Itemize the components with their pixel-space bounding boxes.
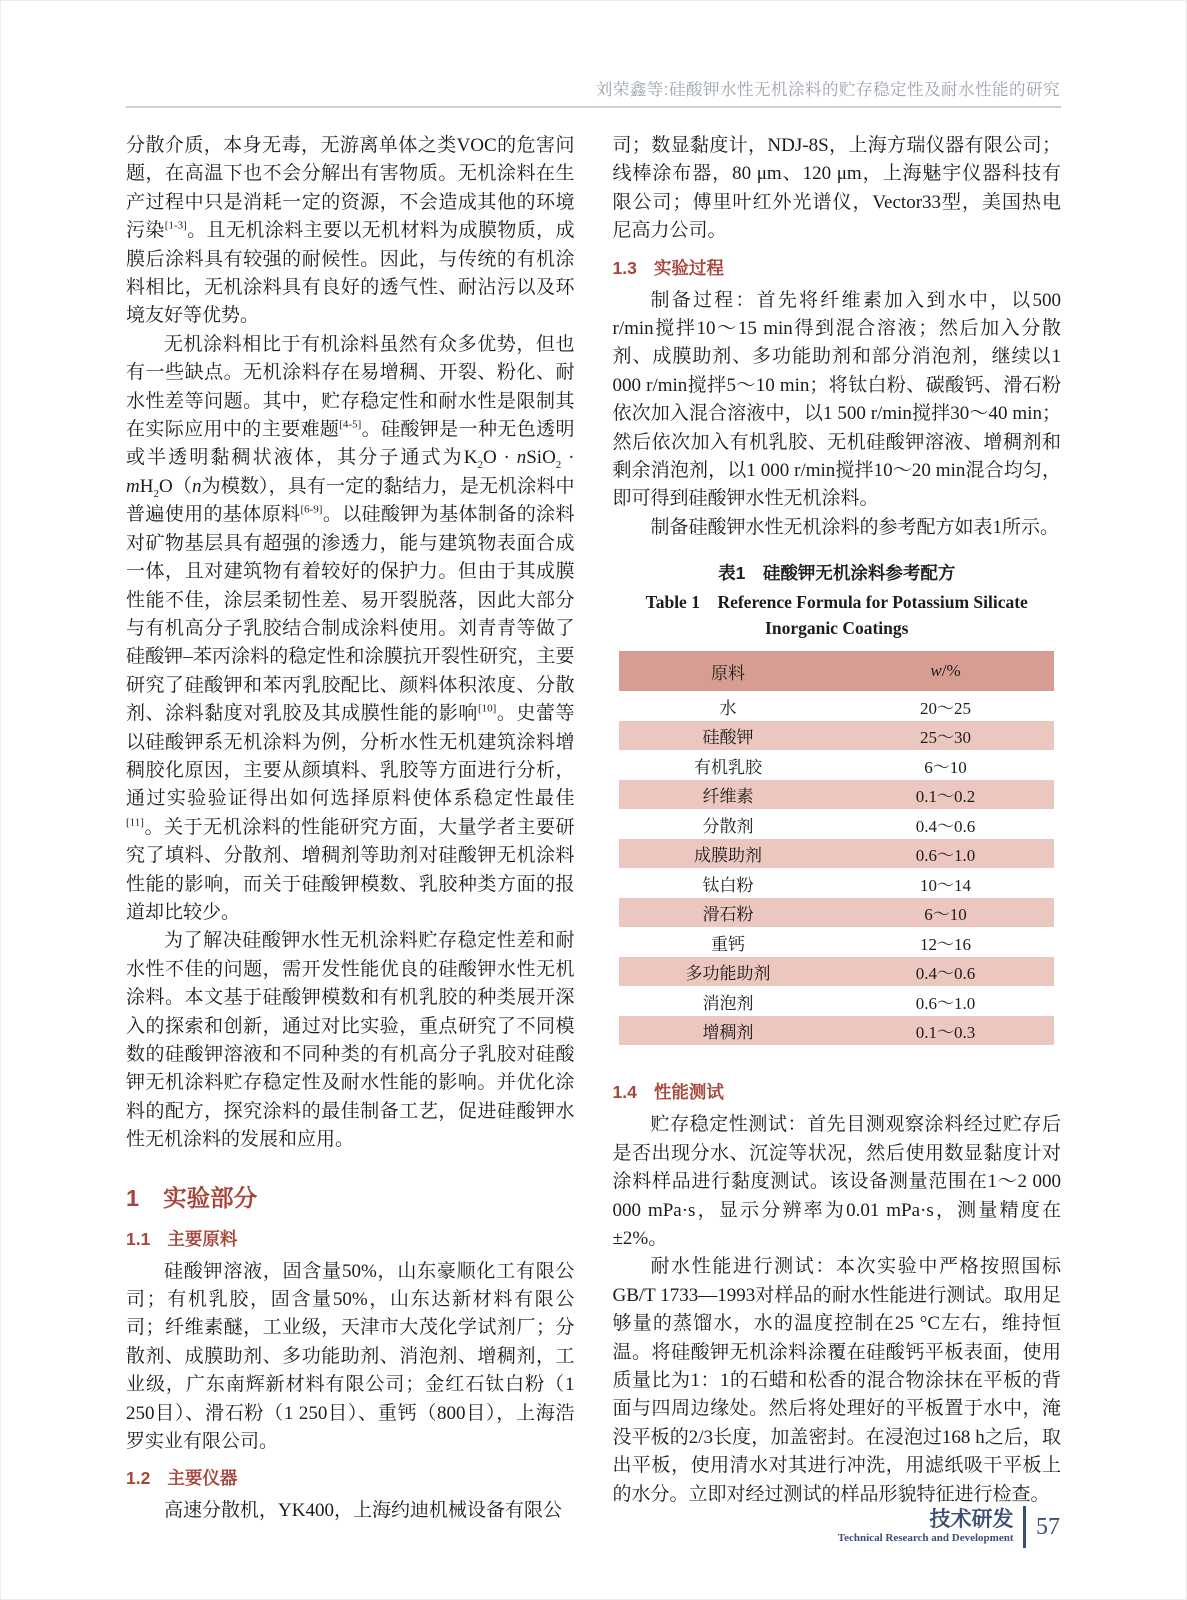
table-cell: 0.6～1.0 [915, 846, 976, 866]
table-cell: 6～10 [924, 757, 967, 777]
formula-table-body [619, 691, 1054, 1045]
table-cell: 0.4～0.6 [915, 816, 976, 836]
page-footer [838, 1506, 1060, 1548]
subsection-title: 主要仪器 [167, 1468, 238, 1489]
subsection-heading-1-4 [613, 1079, 1062, 1104]
table-title-en: Table 1 Reference Formula for Potassium Silicate Inorganic Coatings [645, 592, 1028, 639]
table-cell: 成膜助剂 [694, 846, 762, 866]
footer-divider-bar [1023, 1506, 1027, 1548]
table-row [619, 780, 1054, 810]
table-cell: 分散剂 [702, 816, 754, 836]
table-cell: 水 [719, 698, 737, 718]
footer-labels [838, 1509, 1014, 1545]
table-header-ingredient: 原料 [619, 651, 837, 691]
paragraph-table-reference: 制备硅酸钾水性无机涂料的参考配方如表1所示。 [650, 516, 1060, 538]
subsection-title: 性能测试 [653, 1082, 724, 1103]
section-heading-1 [126, 1179, 575, 1213]
table-row [619, 986, 1054, 1016]
table-cell: 20～25 [920, 698, 971, 718]
table-cell: 纤维素 [702, 787, 754, 807]
subsection-number: 1.2 [126, 1468, 151, 1489]
table-cell: 滑石粉 [702, 905, 754, 925]
section-title: 实验部分 [163, 1184, 258, 1211]
table-row [619, 868, 1054, 898]
subsection-number: 1.4 [612, 1082, 637, 1103]
table-row [619, 721, 1054, 751]
table-cell: 消泡剂 [702, 993, 754, 1013]
table-cell: 重钙 [711, 934, 745, 954]
paragraph-intro-continuation: 分散介质，本身无毒，无游离单体之类VOC的危害问题，在高温下也不会分解出有害物质。无机涂料在生产过程中只是消耗一定的资源，不会造成其他的环境污染[1-3]。且无机涂料主要以无机材料为成膜物质，成膜后涂料具有较强的耐候性。因此，与传统的有机涂料相比，无机涂料具有良好的透气性、耐沾污以及环境友好等优势。 [126, 135, 575, 327]
table-title-zh: 表1 硅酸钾无机涂料参考配方 [718, 563, 956, 584]
paragraph-disadvantages: 无机涂料相比于有机涂料虽然有众多优势，但也有一些缺点。无机涂料存在易增稠、开裂、粉化、耐水性差等问题。其中，贮存稳定性和耐水性是限制其在实际应用中的主要难题[4-5]。硅酸钾是一种无色透明或半透明黏稠状液体，其分子通式为$K_2O$ · nSiO$_2$ · $mH_2O(n$为模数），具有一定的黏结力，是无机涂料中普遍使用的基体原料[6-9]。以硅酸钾为基体制备的涂料对矿物基层具有超强的渗透力，能与建筑物表面合成一体，且对建筑物有着较好的保护力。但由于其成膜性能不佳，涂层柔韧性差、易开裂脱落，因此大部分与有机高分子乳胶结合制成涂料使用。刘青青等做了硅酸钾–苯丙涂料的稳定性和涂膜抗开裂性研究，主要研究了硅酸钾和苯丙乳胶配比、颜料体积浓度、分散剂、涂料黏度对乳胶及其成膜性能的影响[10]。史蕾等以硅酸钾系无机涂料为例，分析水性无机建筑涂料增稠胶化原因，主要从颜填料、乳胶等方面进行分析，通过实验验证得出如何选择原料使体系稳定性最佳[11]。关于无机涂料的性能研究方面，大量学者主要研究了填料、分散剂、增稠剂等助剂对硅酸钾无机涂料性能的影响，而关于硅酸钾模数、乳胶种类方面的报道却比较少。 [126, 333, 575, 923]
two-column-content [0, 108, 1187, 1526]
running-head-title: 刘荣鑫等:硅酸钾水性无机涂料的贮存稳定性及耐水性能的研究 [595, 81, 1060, 99]
subsection-title: 主要原料 [167, 1228, 238, 1249]
table-cell: 10～14 [920, 875, 971, 895]
table-cell: 钛白粉 [702, 875, 754, 895]
table-cell: 0.4～0.6 [915, 964, 976, 984]
footer-section-zh: 技术研发 [929, 1508, 1014, 1531]
table-header-weight-percent: w/% [837, 651, 1055, 691]
paragraph-water-resistance-test: 耐水性能进行测试：本次实验中严格按照国标GB/T 1733—1993对样品的耐水性能进行测试。取用足够量的蒸馏水，水的温度控制在25 °C左右，维持恒温。将硅酸钾无机涂料涂覆在硅酸钙平板表面，使用质量比为1：1的石蜡和松香的混合物涂抹在平板的背面与四周边缘处。然后将处理好的平板置于水中，淹没平板的2/3长度，加盖密封。在浸泡过168 h之后，取出平板，使用清水对其进行冲洗，用滤纸吸干平板上的水分。立即对经过测试的样品形貌特征进行检查。 [612, 1256, 1061, 1505]
left-column [126, 132, 575, 1526]
table-header-row [619, 651, 1054, 691]
subsection-heading-1-3 [613, 255, 1062, 280]
paragraph-purpose: 为了解决硅酸钾水性无机涂料贮存稳定性差和耐水性不佳的问题，需开发性能优良的硅酸钾水性无机涂料。本文基于硅酸钾模数和有机乳胶的种类展开深入的探索和创新，通过对比实验，重点研究了不同模数的硅酸钾溶液和不同种类的有机高分子乳胶对硅酸钾无机涂料贮存稳定性及耐水性能的影响。并优化涂料的配方，探究涂料的最佳制备工艺，促进硅酸钾水性无机涂料的发展和应用。 [126, 930, 575, 1151]
paragraph-materials: 硅酸钾溶液，固含量50%，山东豪顺化工有限公司；有机乳胶，固含量50%，山东达新材料有限公司；纤维素醚，工业级，天津市大茂化学试剂厂；分散剂、成膜助剂、多功能助剂、消泡剂、增稠剂，工业级，广东南辉新材料有限公司；金红石钛白粉（1 250目）、滑石粉（1 250目）、重钙（800目），上海浩罗实业有限公司。 [126, 1260, 575, 1453]
table-cell: 6～10 [924, 905, 967, 925]
table-cell: 有机乳胶 [694, 757, 762, 777]
table-row [619, 691, 1054, 721]
subsection-number: 1.3 [612, 257, 637, 278]
table-cell: 25～30 [920, 728, 971, 748]
footer-section-en: Technical Research and Development [837, 1532, 1014, 1544]
table-cell: 硅酸钾 [702, 728, 754, 748]
right-column [613, 132, 1062, 1526]
table-row [619, 809, 1054, 839]
formula-table-head [619, 651, 1054, 691]
table-cell: 0.6～1.0 [915, 993, 976, 1013]
table-cell: 多功能助剂 [685, 964, 771, 984]
table-row [619, 957, 1054, 987]
table-cell: 增稠剂 [702, 1023, 754, 1043]
paragraph-instruments-start: 高速分散机，YK400，上海约迪机械设备有限公 [164, 1500, 562, 1522]
subsection-heading-1-2 [126, 1465, 575, 1490]
subsection-number: 1.1 [126, 1228, 151, 1249]
paragraph-storage-stability-test: 贮存稳定性测试：首先目测观察涂料经过贮存后是否出现分水、沉淀等状况，然后使用数显黏度计对涂料样品进行黏度测试。该设备测量范围在1～2 000 000 mPa·s，显示分辨率为0.01 mPa·s，测量精度在±2%。 [612, 1114, 1061, 1249]
formula-table [619, 651, 1054, 1045]
section-number: 1 [126, 1184, 140, 1211]
paragraph-instruments-end: 司；数显黏度计，NDJ-8S，上海方瑞仪器有限公司；线棒涂布器，80 μm、120 μm，上海魅宇仪器科技有限公司；傅里叶红外光谱仪，Vector33型，美国热电尼高力公司。 [612, 135, 1061, 242]
subsection-title: 实验过程 [653, 257, 724, 278]
table-cell: 0.1～0.3 [915, 1023, 976, 1043]
table-row [619, 1016, 1054, 1046]
table-cell: 12～16 [920, 934, 971, 954]
table-row [619, 750, 1054, 780]
table-row [619, 839, 1054, 869]
page-number: 57 [1036, 1513, 1060, 1540]
table-cell: 0.1～0.2 [915, 787, 976, 807]
subsection-heading-1-1 [126, 1226, 575, 1251]
paragraph-preparation-process: 制备过程：首先将纤维素加入到水中，以500 r/min搅拌10～15 min得到混合溶液；然后加入分散剂、成膜助剂、多功能助剂和部分消泡剂，继续以1 000 r/min搅拌5～10 min；将钛白粉、碳酸钙、滑石粉依次加入混合溶液中，以1 500 r/min搅拌30～40 min；然后依次加入有机乳胶、无机硅酸钾溶液、增稠剂和剩余消泡剂，以1 000 r/min搅拌10～20 min混合均匀，即可得到硅酸钾水性无机涂料。 [612, 289, 1061, 510]
table-row [619, 898, 1054, 928]
table-row [619, 927, 1054, 957]
